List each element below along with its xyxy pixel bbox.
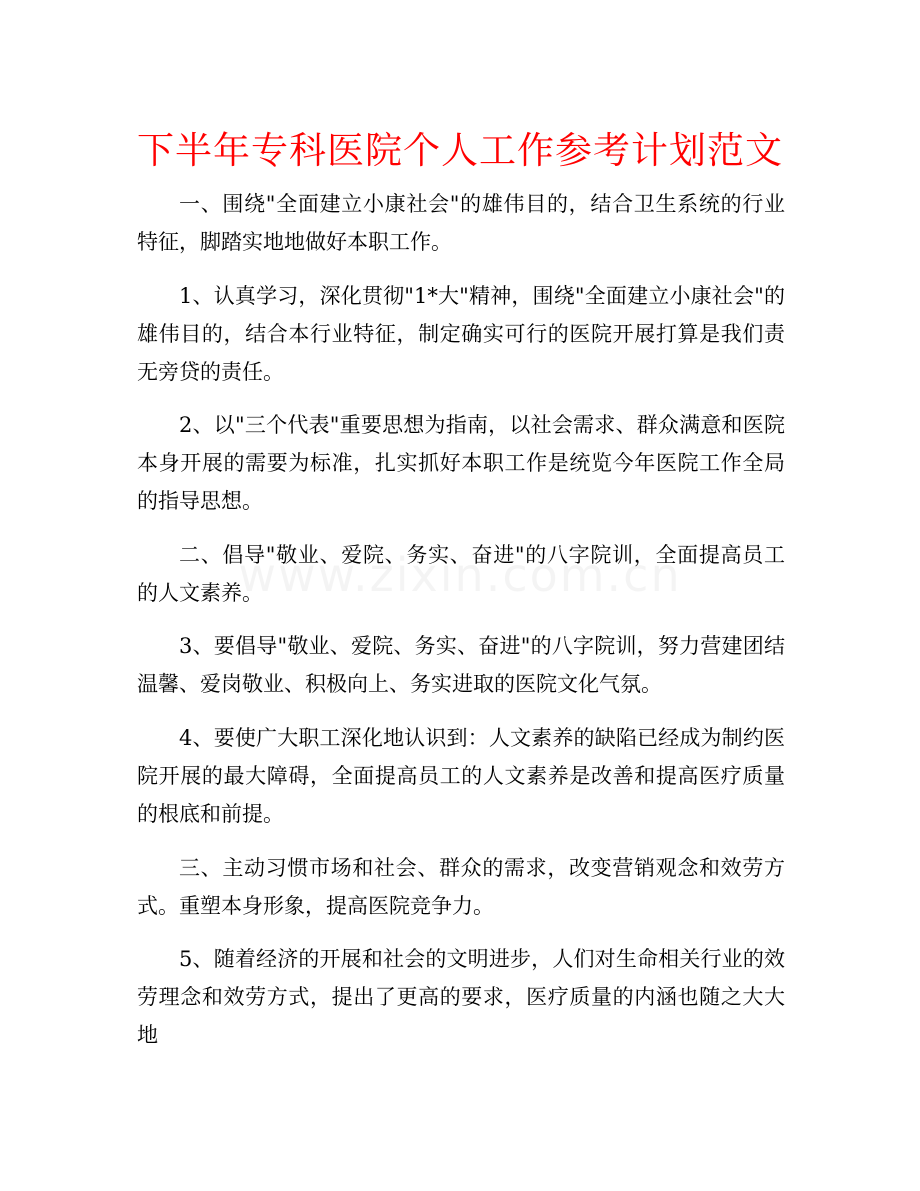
paragraph-8: 5、随着经济的开展和社会的文明进步，人们对生命相关行业的效劳理念和效劳方式，提出了更高的要求，医疗质量的内涵也随之大大地 <box>137 947 785 1048</box>
paragraph-2: 1、认真学习，深化贯彻"1*大"精神，围绕"全面建立小康社会"的雄伟目的，结合本行业特征，制定确实可行的医院开展打算是我们责无旁贷的责任。 <box>137 283 785 384</box>
paragraph-7: 三、主动习惯市场和社会、群众的需求，改变营销观念和效劳方式。重塑本身形象，提高医院竞争力。 <box>137 855 785 918</box>
document-body <box>137 185 785 1070</box>
paragraph-6: 4、要使广大职工深化地认识到：人文素养的缺陷已经成为制约医院开展的最大障碍，全面提高员工的人文素养是改善和提高医疗质量的根底和前提。 <box>137 725 785 826</box>
paragraph-3: 2、以"三个代表"重要思想为指南，以社会需求、群众满意和医院本身开展的需要为标准，扎实抓好本职工作是统览今年医院工作全局的指导思想。 <box>137 413 785 514</box>
paragraph-4: 二、倡导"敬业、爱院、务实、奋进"的八字院训，全面提高员工的人文素养。 <box>137 542 785 605</box>
document-title: 下半年专科医院个人工作参考计划范文 <box>137 129 783 172</box>
paragraph-5: 3、要倡导"敬业、爱院、务实、奋进"的八字院训，努力营建团结温馨、爱岗敬业、积极向上、务实进取的医院文化气氛。 <box>137 634 785 697</box>
paragraph-1: 一、围绕"全面建立小康社会"的雄伟目的，结合卫生系统的行业特征，脚踏实地地做好本职工作。 <box>137 192 785 254</box>
